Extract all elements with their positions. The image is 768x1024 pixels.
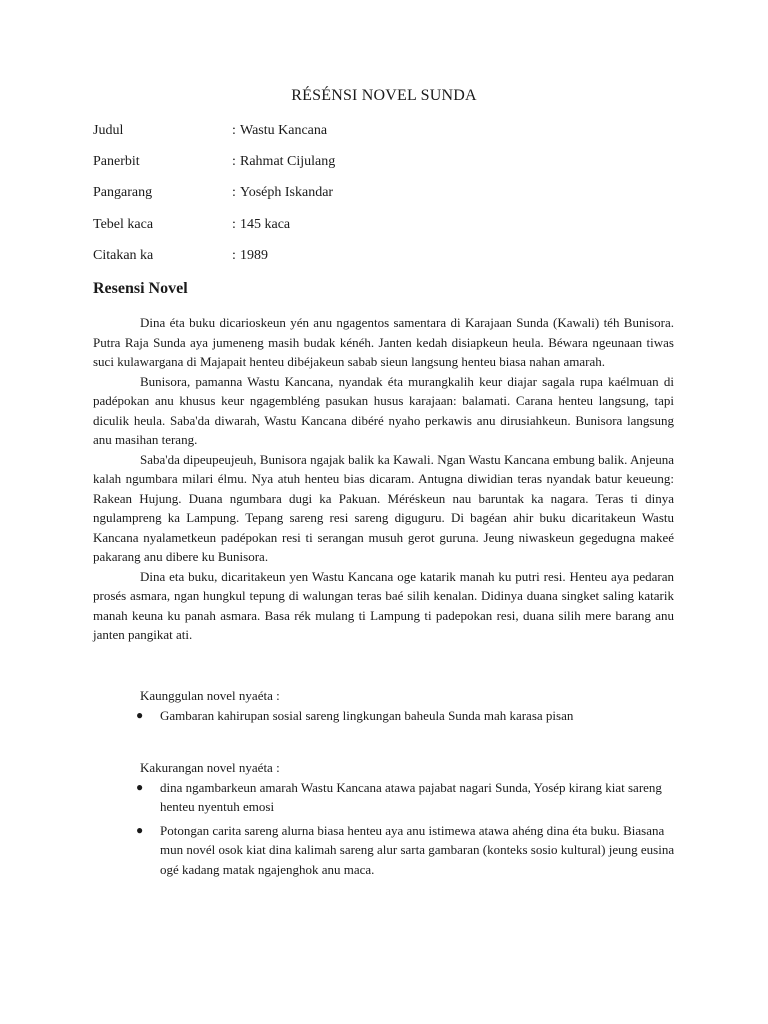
metadata-value: Rahmat Cijulang	[240, 154, 336, 169]
weaknesses-list	[136, 778, 680, 880]
metadata-colon: :	[232, 154, 236, 169]
strengths-heading: Kaunggulan novel nyaéta :	[140, 688, 280, 703]
metadata-value: 1989	[240, 248, 268, 263]
bullet-icon: ●	[136, 779, 144, 794]
paragraph: Saba'da dipeupeujeuh, Bunisora ngajak balik ka Kawali. Ngan Wastu Kancana embung balik. Anjeuna kalah ngumbara milari élmu. Nya atuh henteu bias dicaram. Antugna diwidian teras nyandak batur keueung: Rakean Hujung. Duana ngumbara dugi ka Pakuan. Méréskeun nau baruntak ka nagara. Teras ti dinya ngulampreng ka Lampung. Tepang sareng resi sareng diguguru. Di bagéan ahir buku dicaritakeun Wastu Kancana nyalametkeun padépokan resi ti serangan musuh gerot guruna. Jeung niwaskeun gegedugna makeé pakarang anu dibere ku Bunisora.	[93, 451, 674, 564]
metadata-colon: :	[232, 217, 236, 232]
metadata-value: Yoséph Iskandar	[240, 185, 334, 200]
paragraph: Dina éta buku dicarioskeun yén anu ngagentos samentara di Karajaan Sunda (Kawali) téh Bunisora. Putra Raja Sunda aya jumeneng masih budak kénéh. Janten kedah disiapkeun heula. Béwara ngeunaan tiwas suci kulawargana di Majapait henteu dibéjakeun sabab sieun langsung henteu biasa nahan amarah.	[93, 315, 674, 369]
list-item-text: Gambaran kahirupan sosial sareng lingkungan baheula Sunda mah karasa pisan	[160, 707, 574, 723]
metadata-colon: :	[232, 185, 236, 200]
paragraph: Bunisora, pamanna Wastu Kancana, nyandak éta murangkalih keur diajar sagala rupa kaélmuan di padépokan anu khusus keur ngagembléng pasukan husus karajaan: balamati. Carana henteu langsung, tapi diculik heula. Saba'da diwarah, Wastu Kancana dibéré nyaho perkawis anu dirusiahkeun. Bunisora langsung anu masihan terang.	[93, 373, 674, 447]
strengths-list	[136, 706, 680, 726]
paragraph: Dina eta buku, dicaritakeun yen Wastu Kancana oge katarik manah ku putri resi. Henteu aya pedaran prosés asmara, ngan hungkul tepung di walungan teras baé silih kenalan. Didinya duana singket saling katarik manah keuna ku panah asmara. Basa rék mulang ti Lampung ti padepokan resi, duana silih mere barang anu janten pangikat ati.	[93, 568, 674, 642]
metadata-value: Wastu Kancana	[240, 123, 328, 138]
document-title: RÉSÉNSI NOVEL SUNDA	[291, 87, 477, 104]
metadata-label: Pangarang	[93, 185, 153, 200]
list-item-text: Potongan carita sareng alurna biasa henteu aya anu istimewa atawa ahéng dina éta buku. Biasana mun novél osok kiat dina kalimah sareng alur sarta gambaran (konteks sosio kultural) jeung eusina ogé kadang matak ngajenghok anu maca.	[160, 822, 675, 877]
review-body	[93, 313, 674, 645]
metadata-label: Panerbit	[93, 154, 140, 169]
list-item	[136, 778, 680, 817]
weaknesses-heading: Kakurangan novel nyaéta :	[140, 760, 280, 775]
list-item-text: dina ngambarkeun amarah Wastu Kancana atawa pajabat nagari Sunda, Yosép kirang kiat sareng henteu nyentuh emosi	[160, 779, 662, 814]
metadata-value: 145 kaca	[240, 217, 291, 232]
metadata-colon: :	[232, 248, 236, 263]
metadata-label: Citakan ka	[93, 248, 154, 263]
list-item	[136, 821, 680, 880]
metadata-label: Judul	[93, 123, 124, 138]
metadata-label: Tebel kaca	[93, 217, 154, 232]
list-item	[136, 706, 680, 726]
section-heading: Resensi Novel	[93, 280, 188, 297]
strengths-section	[136, 686, 680, 729]
metadata-colon: :	[232, 123, 236, 138]
bullet-icon: ●	[136, 822, 144, 837]
bullet-icon: ●	[136, 707, 144, 722]
weaknesses-section	[136, 758, 680, 883]
